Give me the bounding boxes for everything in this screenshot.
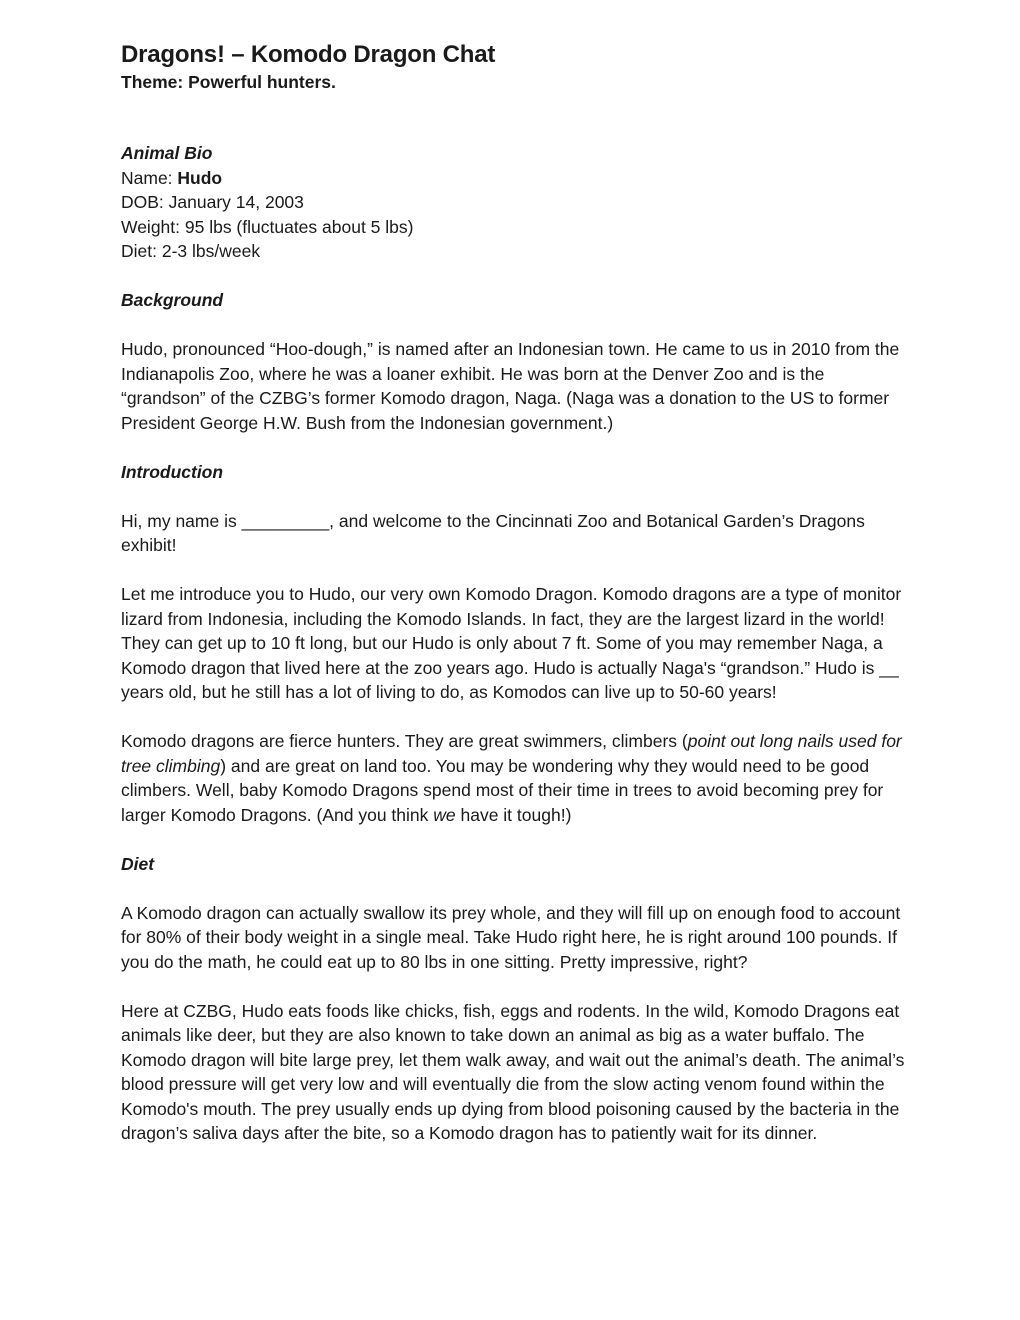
animal-bio-heading: Animal Bio <box>121 143 213 163</box>
intro-p3-italic-1: point out long nails used for tree climbing <box>121 731 902 776</box>
bio-dob: DOB: January 14, 2003 <box>121 192 304 212</box>
diet-paragraph-1: A Komodo dragon can actually swallow its prey whole, and they will fill up on enough food to account for 80% of their body weight in a single meal. Take Hudo right here, he is right around 100 pounds. If you do the math, he could eat up to 80 lbs in one sitting. Pretty impressive, right? <box>121 902 901 972</box>
intro-p3-text-1: Komodo dragons are fierce hunters. They are great swimmers, climbers ( <box>121 731 688 751</box>
animal-bio-section <box>121 141 906 264</box>
introduction-paragraph-2: Let me introduce you to Hudo, our very own Komodo Dragon. Komodo dragons are a type of monitor lizard from Indonesia, including the Komodo Islands. In fact, they are the largest lizard in the world! They can get up to 10 ft long, but our Hudo is only about 7 ft. Some of you may remember Naga, a Komodo dragon that lived here at the zoo years ago. Hudo is actually Naga's “grandson.” Hudo is __ years old, but he still has a lot of living to do, as Komodos can live up to 50-60 years! <box>121 584 902 702</box>
intro-p3-italic-2: we <box>433 804 456 825</box>
background-section <box>121 288 906 435</box>
introduction-section <box>121 460 906 828</box>
diet-heading: Diet <box>121 853 155 874</box>
document-theme: Theme: Powerful hunters. <box>121 72 336 92</box>
bio-weight: Weight: 95 lbs (fluctuates about 5 lbs) <box>121 216 414 237</box>
diet-paragraph-2: Here at CZBG, Hudo eats foods like chicks, fish, eggs and rodents. In the wild, Komodo Dragons eat animals like deer, but they are also known to take down an animal as big as a water buffalo. The Komodo dragon will bite large prey, let them walk away, and wait out the animal’s death. The animal’s blood pressure will get very low and will eventually die from the slow acting venom found within the Komodo's mouth. The prey usually ends up dying from blood poisoning caused by the bacteria in the dragon’s saliva days after the bite, so a Komodo dragon has to patiently wait for its dinner. <box>121 1000 905 1143</box>
background-heading: Background <box>121 290 224 310</box>
introduction-paragraph-1: Hi, my name is _________, and welcome to the Cincinnati Zoo and Botanical Garden’s Dragons exhibit! <box>121 510 865 555</box>
bio-name <box>121 166 906 191</box>
introduction-paragraph-3 <box>121 729 906 827</box>
bio-name-value: Hudo <box>177 167 223 188</box>
introduction-heading: Introduction <box>121 461 224 482</box>
document-page <box>121 40 906 1146</box>
bio-name-label: Name: <box>121 167 178 188</box>
intro-p3-text-2: ) and are great on land too. You may be wondering why they would need to be good climbers. Well, baby Komodo Dragons spend most of their time in trees to avoid becoming prey for larger Komodo Dragons. (And you think <box>121 755 884 825</box>
diet-section <box>121 852 906 1146</box>
document-title: Dragons! – Komodo Dragon Chat <box>121 41 496 68</box>
background-paragraph: Hudo, pronounced “Hoo-dough,” is named after an Indonesian town. He came to us in 2010 from the Indianapolis Zoo, where he was a loaner exhibit. He was born at the Denver Zoo and is the “grandson” of the CZBG’s former Komodo dragon, Naga. (Naga was a donation to the US to former President George H.W. Bush from the Indonesian government.) <box>121 339 900 433</box>
bio-diet: Diet: 2-3 lbs/week <box>121 241 261 261</box>
intro-p3-text-3: have it tough!) <box>455 804 572 825</box>
